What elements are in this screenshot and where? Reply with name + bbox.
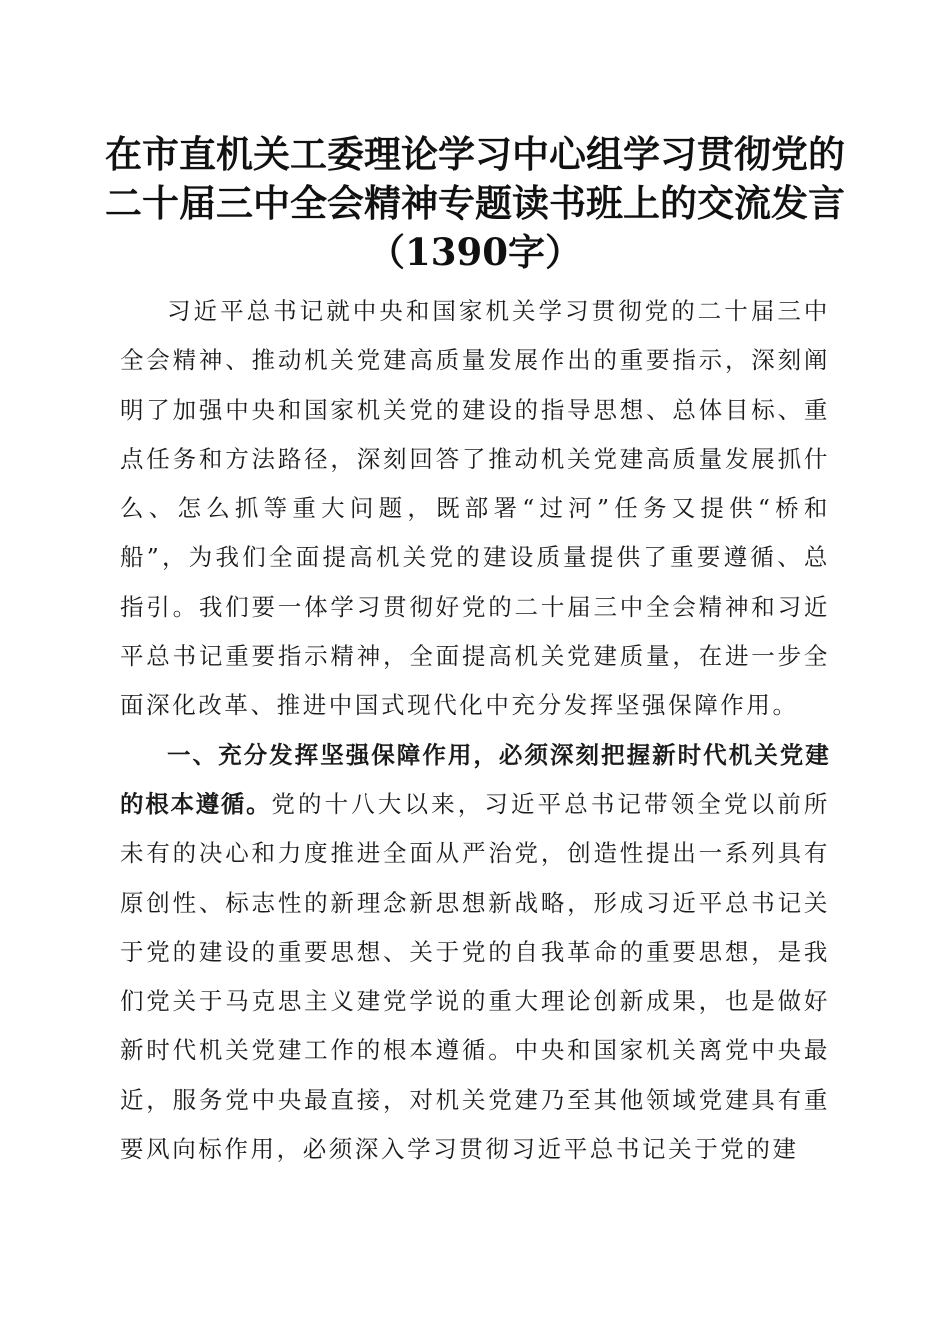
intro-paragraph: 习近平总书记就中央和国家机关学习贯彻党的二十届三中全会精神、推动机关党建高质量发展作出的重要指示，深刻阐明了加强中央和国家机关党的建设的指导思想、总体目标、重点任务和方法路径，深刻回答了推动机关党建高质量发展抓什么、怎么抓等重大问题，既部署“过河”任务又提供“桥和船”，为我们全面提高机关党的建设质量提供了重要遵循、总指引。我们要一体学习贯彻好党的二十届三中全会精神和习近平总书记重要指示精神，全面提高机关党建质量，在进一步全面深化改革、推进中国式现代化中充分发挥坚强保障作用。: [120, 297, 830, 720]
document-body: [120, 287, 830, 1174]
title-line-1: 在市直机关工委理论学习中心组学习贯彻党的: [105, 132, 845, 176]
document-title: [100, 130, 850, 277]
title-line-2: 二十届三中全会精神专题读书班上的交流发言: [105, 181, 845, 225]
title-word-count: （1390字）: [368, 230, 582, 274]
section-1-body: 党的十八大以来，习近平总书记带领全党以前所未有的决心和力度推进全面从严治党，创造性提出一系列具有原创性、标志性的新理念新思想新战略，形成习近平总书记关于党的建设的重要思想、关于党的自我革命的重要思想，是我们党关于马克思主义建党学说的重大理论创新成果，也是做好新时代机关党建工作的根本遵循。中央和国家机关离党中央最近，服务党中央最直接，对机关党建乃至其他领域党建具有重要风向标作用，必须深入学习贯彻习近平总书记关于党的建: [120, 789, 830, 1164]
section-1-heading: 一、充分发挥坚强保障作用，必须深刻把握新时代机关党建的根本遵循。: [120, 740, 830, 818]
section-1-paragraph: [120, 731, 830, 1175]
